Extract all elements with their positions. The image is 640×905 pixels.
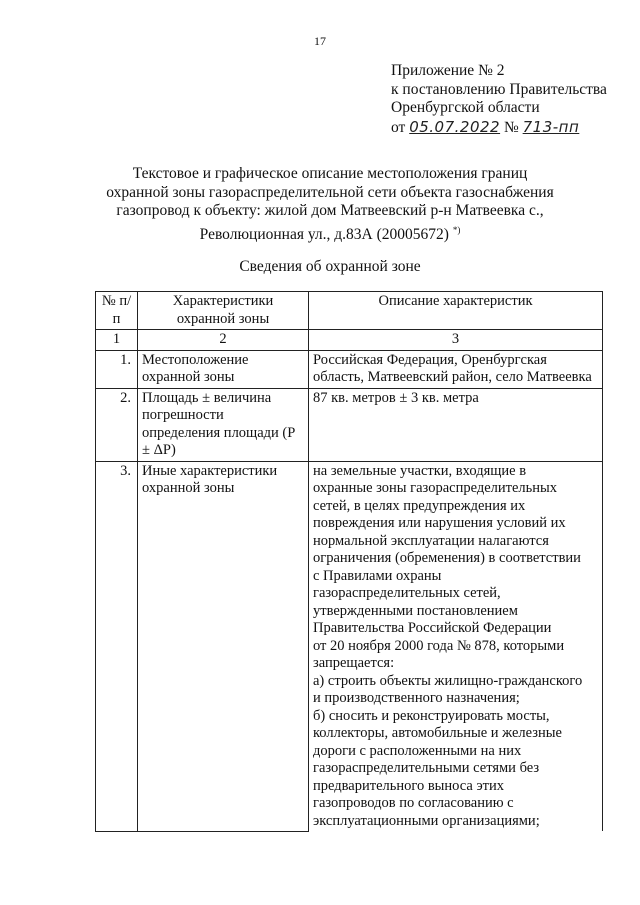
page-number: 17: [314, 34, 326, 48]
desc-line: с Правилами охраны: [313, 567, 442, 584]
desc-line: запрещается:: [313, 655, 395, 671]
desc-line: ограничения (обременения) в соответствии: [313, 550, 581, 566]
desc-line: утвержденными постановлением: [313, 602, 518, 619]
number-prefix: №: [503, 118, 519, 136]
desc-line: и производственного назначения;: [313, 690, 520, 706]
header-characteristics: Характеристики охранной зоны: [138, 292, 309, 330]
appendix-date-line: [391, 118, 607, 138]
desc-line: газораспределительными сетями без: [313, 760, 540, 776]
desc-line: повреждения или нарушения условий их: [313, 515, 566, 531]
header-num: № п/п: [96, 292, 138, 330]
title-line-4: [60, 221, 600, 245]
footnote-mark: *): [452, 224, 461, 235]
index-cell-2: 2: [138, 330, 309, 351]
row-characteristic: Иные характеристики охранной зоны: [138, 461, 309, 831]
handwritten-number: 713-пп: [522, 117, 580, 136]
table-row: [96, 350, 603, 388]
document-title: [60, 165, 600, 244]
table-row: [96, 388, 603, 461]
table-index-row: [96, 330, 603, 351]
table-row: [96, 461, 603, 831]
index-cell-1: 1: [96, 330, 138, 351]
desc-line: нормальной эксплуатации налагаются: [313, 532, 549, 549]
table-header-row: [96, 292, 603, 330]
index-cell-3: 3: [309, 330, 603, 351]
title-line-2: охранной зоны газораспределительной сети объекта газоснабжения: [106, 183, 554, 201]
title-line-3: газопровод к объекту: жилой дом Матвеевский р-н Матвеевка с.,: [116, 202, 544, 219]
desc-line: предварительного выноса этих: [313, 777, 505, 794]
title-line-4-text: Революционная ул., д.83А (20005672): [199, 225, 449, 243]
row-description: 87 кв. метров ± 3 кв. метра: [309, 388, 603, 461]
desc-line: дороги с расположенными на них: [313, 742, 522, 759]
section-subtitle: Сведения об охранной зоне: [239, 258, 421, 275]
protection-zone-table: [95, 291, 603, 832]
row-characteristic: Площадь ± величина погрешности определения площади (P ± ΔP): [138, 388, 309, 461]
desc-line: газораспределительных сетей,: [313, 585, 501, 601]
row-characteristic: Местоположение охранной зоны: [138, 350, 309, 388]
row-description-multiline: [309, 461, 603, 831]
header-description: Описание характеристик: [309, 292, 603, 330]
row-number: 3.: [96, 461, 138, 831]
desc-line: эксплуатационными организациями;: [313, 812, 540, 829]
desc-line: сетей, в целях предупреждения их: [313, 497, 526, 514]
desc-line: коллекторы, автомобильные и железные: [313, 725, 562, 741]
date-prefix: от: [391, 118, 406, 136]
desc-line: на земельные участки, входящие в: [313, 462, 527, 479]
appendix-line-1: Приложение № 2: [391, 62, 505, 79]
row-number: 2.: [96, 388, 138, 461]
desc-line: а) строить объекты жилищно-гражданского: [313, 672, 583, 689]
appendix-block: [391, 62, 607, 137]
desc-line: б) сносить и реконструировать мосты,: [313, 707, 550, 724]
desc-line: газопроводов по согласованию с: [313, 795, 514, 811]
handwritten-date: 05.07.2022: [409, 117, 501, 136]
row-description: Российская Федерация, Оренбургская область, Матвеевский район, село Матвеевка: [309, 350, 603, 388]
desc-line: охранные зоны газораспределительных: [313, 480, 558, 496]
row-number: 1.: [96, 350, 138, 388]
desc-line: Правительства Российской Федерации: [313, 620, 552, 636]
desc-line: от 20 ноября 2000 года № 878, которыми: [313, 637, 565, 654]
appendix-line-3: Оренбургской области: [391, 99, 540, 116]
title-line-1: Текстовое и графическое описание местоположения границ: [132, 165, 528, 182]
appendix-line-2: к постановлению Правительства: [391, 80, 607, 98]
